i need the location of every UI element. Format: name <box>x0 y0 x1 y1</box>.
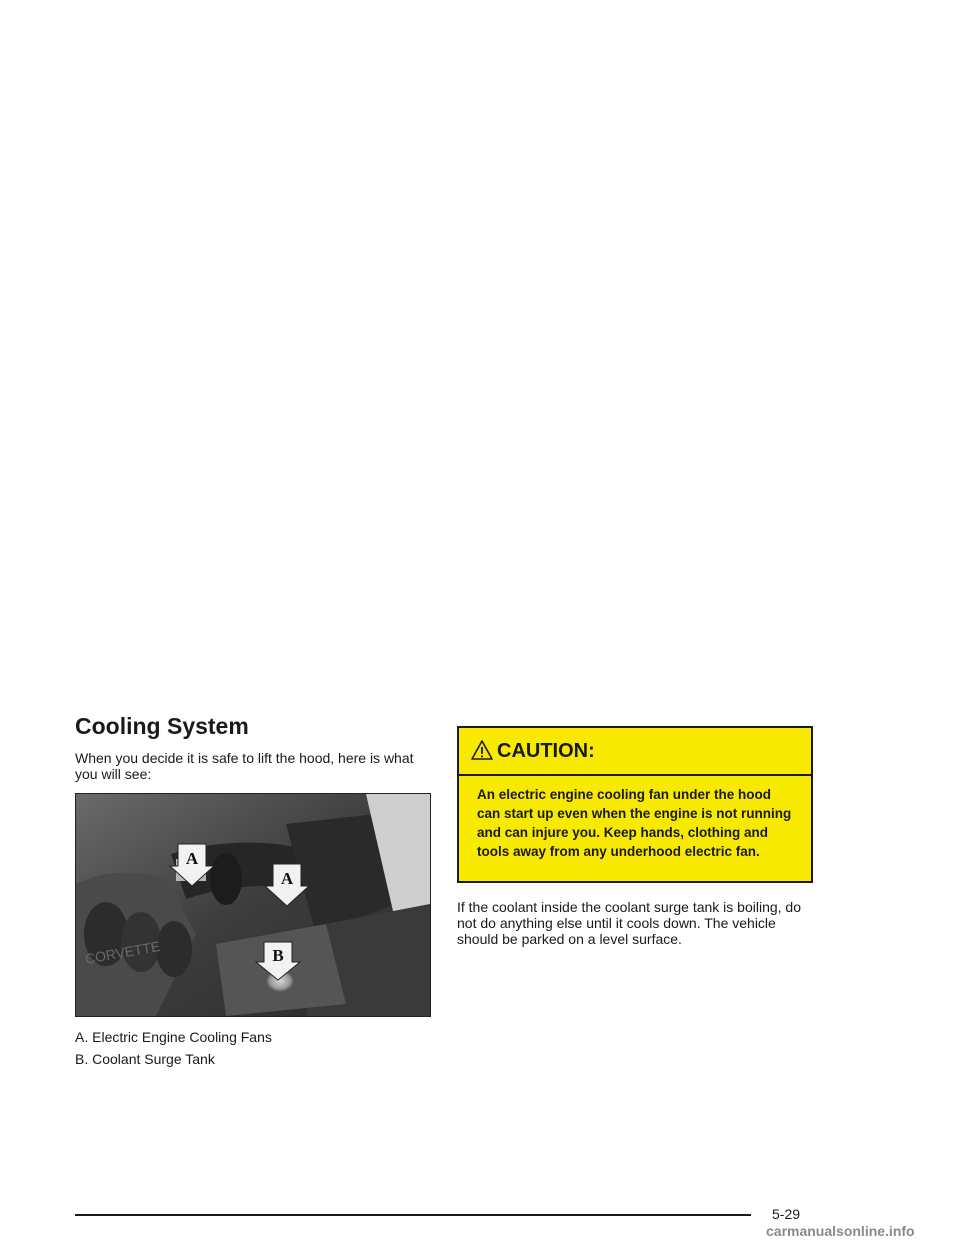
label-a-upper: A <box>185 849 199 868</box>
label-b: B <box>272 946 284 965</box>
warning-triangle-icon <box>471 739 493 761</box>
caution-header <box>459 728 811 776</box>
svg-text:CORVETTE: CORVETTE <box>83 938 162 967</box>
boiling-paragraph: If the coolant inside the coolant surge tank is boiling, do not do anything else until it cools down. The vehicle should be parked on a level surface. <box>457 899 801 947</box>
figure-captions <box>75 1029 272 1073</box>
caution-text: An electric engine cooling fan under the hood can start up even when the engine is not running and can injure you. Keep hands, clothing and tools away from any underhood electric fan. <box>477 787 792 859</box>
label-a-lower: A <box>280 869 294 888</box>
intro-paragraph: When you decide it is safe to lift the hood, here is what you will see: <box>75 750 414 782</box>
footer-rule <box>75 1214 751 1216</box>
caution-box <box>457 726 813 883</box>
page-number: 5-29 <box>772 1206 801 1222</box>
engine-bay-photo <box>75 793 431 1017</box>
caption-a: A. Electric Engine Cooling Fans <box>75 1029 272 1045</box>
caution-title: CAUTION: <box>497 739 595 762</box>
caption-b: B. Coolant Surge Tank <box>75 1051 215 1067</box>
section-title: Cooling System <box>75 713 249 739</box>
watermark-text: carmanualsonline.info <box>766 1223 915 1239</box>
